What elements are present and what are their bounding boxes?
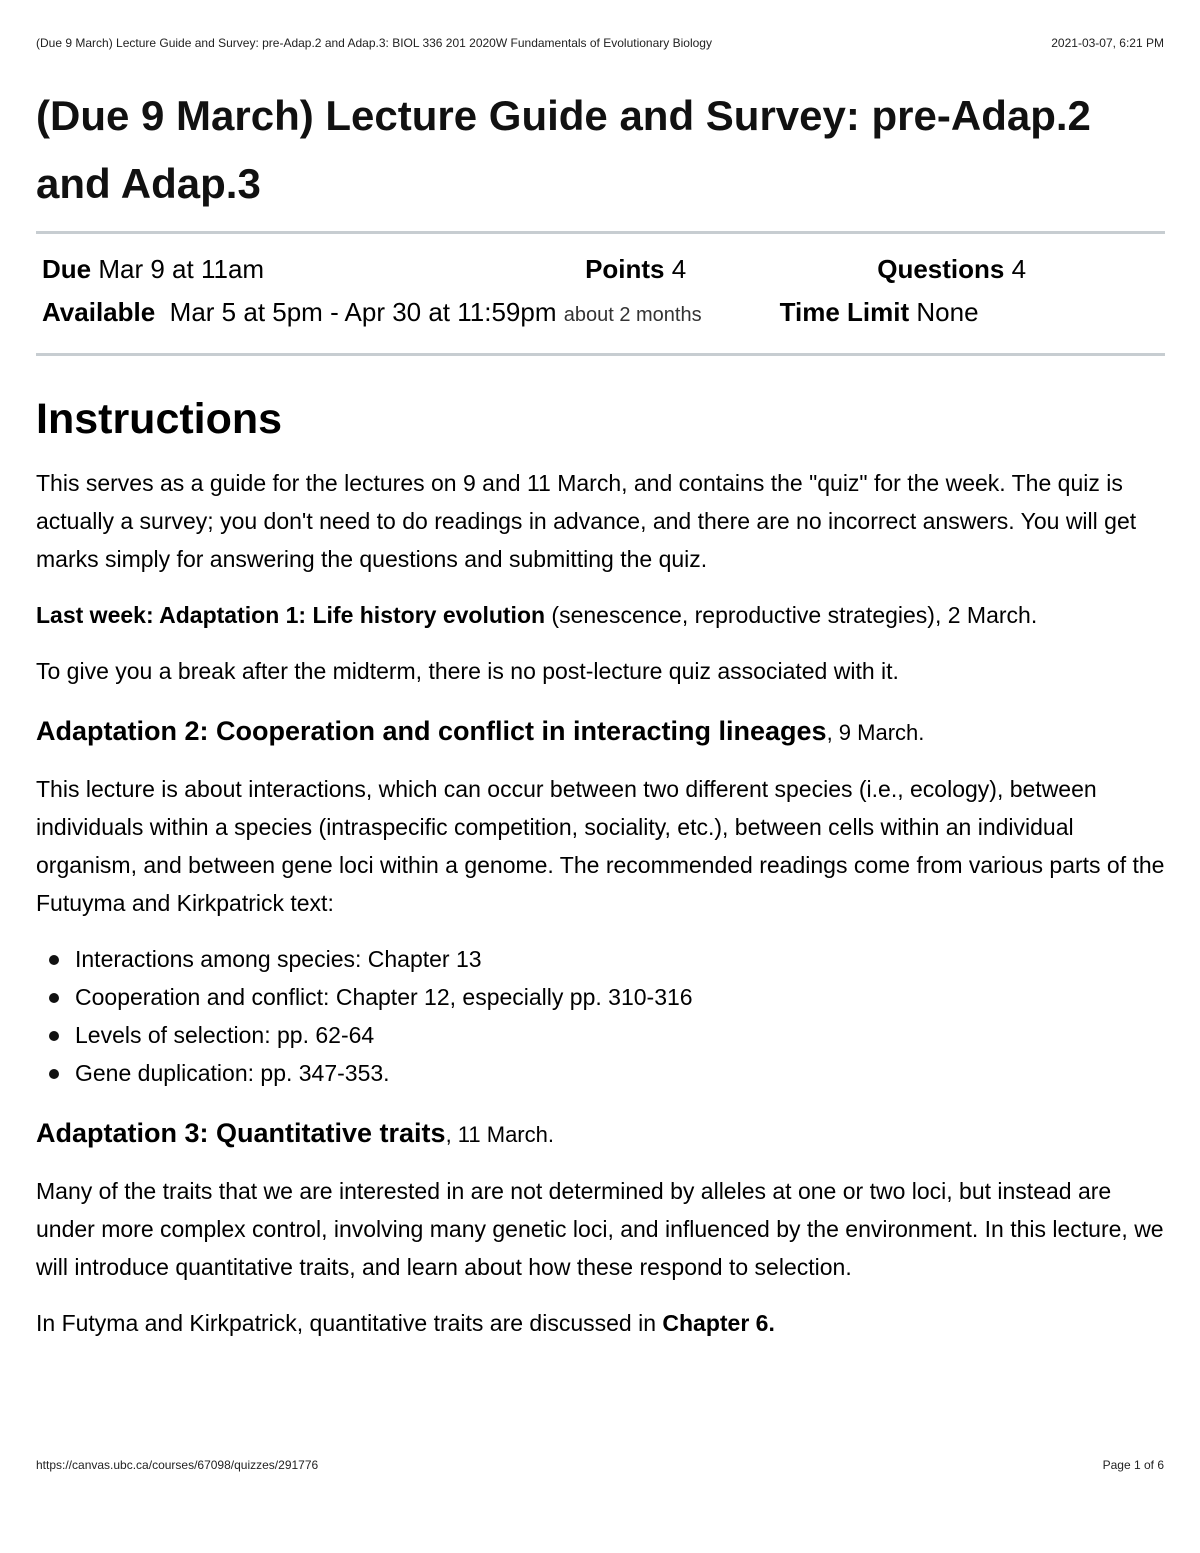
adaptation-2-body: This lecture is about interactions, which can occur between two different species (i.e., ecology), between individuals within a species (intraspecific competition, sociality, etc.), between cells within an individual organism, and between gene loci within a genome. The recommended readings come from various parts of the Futuyma and Kirkpatrick text: [36,776,1165,916]
time-limit-label: Time Limit [779,297,910,327]
quiz-details [36,234,1165,353]
adaptation-2-title: Adaptation 2: Cooperation and conflict in interacting lineages [36,716,827,746]
list-item [36,1016,1165,1054]
points-value: 4 [671,254,687,284]
quiz-details-row-2 [42,291,1159,337]
adaptation-3-chapter: Chapter 6. [662,1310,775,1336]
adaptation-3-reading [36,1304,1165,1342]
quiz-details-row-1 [42,248,1159,291]
print-footer-page: Page 1 of 6 [1102,1458,1164,1472]
points-label: Points [585,254,665,284]
adaptation-2-heading [36,712,1165,752]
break-note: To give you a break after the midterm, there is no post-lecture quiz associated with it. [36,658,899,684]
available-label: Available [42,297,156,327]
questions-label: Questions [877,254,1005,284]
adaptation-2-date: , 9 March. [826,720,925,745]
time-limit-value: None [916,297,979,327]
divider [36,353,1165,356]
reading-text: Interactions among species: Chapter 13 [75,946,482,972]
instructions-heading: Instructions [36,395,283,443]
due-detail [42,248,264,291]
adaptation-3-date: , 11 March. [445,1122,554,1147]
list-item [36,1054,1165,1092]
adaptation-3-reading-text: In Futyma and Kirkpatrick, quantitative traits are discussed in [36,1310,663,1336]
quiz-content [36,82,1165,1342]
bullet-icon [49,1031,59,1041]
adaptation-3-heading [36,1114,1165,1154]
last-week-title: Last week: Adaptation 1: Life history evolution [36,602,546,628]
adaptation-3-title: Adaptation 3: Quantitative traits [36,1118,446,1148]
print-footer-url: https://canvas.ubc.ca/courses/67098/quizzes/291776 [36,1458,319,1472]
available-detail [42,291,702,337]
print-header-title: (Due 9 March) Lecture Guide and Survey: pre-Adap.2 and Adap.3: BIOL 336 201 2020W Fundamentals of Evolutionary Biology [36,36,712,50]
questions-value: 4 [1011,254,1027,284]
last-week-paragraph [36,596,1165,634]
questions-detail [877,248,1026,291]
bullet-icon [49,993,59,1003]
due-value: Mar 9 at 11am [98,254,265,284]
points-detail [585,248,686,291]
readings-list [36,940,1165,1092]
bullet-icon [49,955,59,965]
list-item [36,978,1165,1016]
page-title: (Due 9 March) Lecture Guide and Survey: pre-Adap.2 and Adap.3 [36,92,1091,207]
print-header-datetime: 2021-03-07, 6:21 PM [1051,36,1164,50]
reading-text: Cooperation and conflict: Chapter 12, especially pp. 310-316 [75,984,693,1010]
intro-paragraph: This serves as a guide for the lectures on 9 and 11 March, and contains the "quiz" for the week. The quiz is actually a survey; you don't need to do readings in advance, and there are no incorrect answers. You will get marks simply for answering the questions and submitting the quiz. [36,470,1137,572]
available-value: Mar 5 at 5pm - Apr 30 at 11:59pm [169,297,557,327]
due-label: Due [42,254,92,284]
print-footer [36,1458,1164,1472]
bullet-icon [49,1069,59,1079]
adaptation-3-body: Many of the traits that we are interested in are not determined by alleles at one or two loci, but instead are under more complex control, involving many genetic loci, and influenced by the environment. In this lecture, we will introduce quantitative traits, and learn about how these respond to selection. [36,1178,1164,1280]
reading-text: Gene duplication: pp. 347-353. [75,1060,390,1086]
time-limit-detail [780,291,979,334]
reading-text: Levels of selection: pp. 62-64 [75,1022,375,1048]
available-note: about 2 months [563,304,702,326]
last-week-detail: (senescence, reproductive strategies), 2 March. [545,602,1038,628]
list-item [36,940,1165,978]
print-header [36,36,1164,50]
